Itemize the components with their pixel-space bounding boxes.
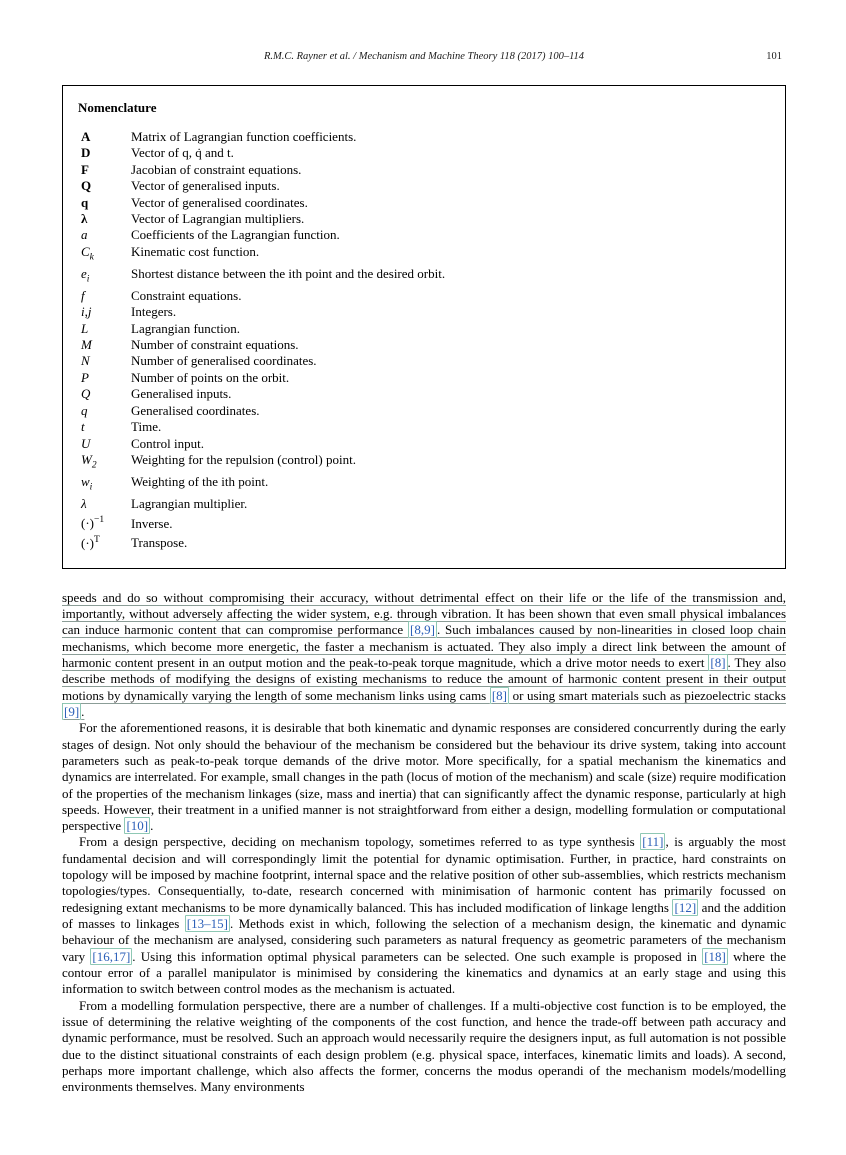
symbol-cell: $w_i$ (81, 473, 93, 493)
symbol-cell: a (81, 227, 88, 243)
symbol-cell: λ (81, 495, 87, 511)
symbol-cell: $(\cdot)^T$ (81, 535, 100, 551)
nomenclature-entry (81, 337, 445, 353)
paragraph: From a design perspective, deciding on mechanism topology, sometimes referred to as type synthesis [11] , is arguably the most fundamental decision and will correspondingly limit the potential for dynamic optimisation. Further, in practice, hard constraints on topology will be imposed by machine footprint, internal space and the relative position of other sub-assemblies, which restricts mechanism topologies/types. Consequentially, to-date, research concerned with minimisation of harmonic content has primarily focussed on redesigning extant mechanisms to be more dynamically balanced. This has included modification of linkage lengths [12] and the addition of masses to linkages [13–15] . Methods exist in which, following the selection of a mechanism design, the kinematic and dynamic behaviour of the mechanism are analysed, considering such parameters as natural frequency as geometric parameters of the mechanism vary [16,17] . Using this information optimal physical parameters can be selected. One such example is proposed in [18] where the contour error of a parallel manipulator is minimised by considering the kinematics and dynamics at an early stage and using this information to switch between control modes as the mechanism is actuated. (62, 834, 787, 997)
article-body (62, 590, 786, 1096)
symbol-cell: F (81, 161, 89, 177)
definition-cell: Vector of Lagrangian multipliers. (131, 211, 305, 227)
nomenclature-entry (81, 195, 445, 211)
citation-link[interactable]: [13–15] (186, 916, 228, 932)
symbol-cell: A (81, 129, 91, 144)
symbol-cell: $(\cdot)^{-1}$ (81, 515, 105, 531)
nomenclature-entry (81, 145, 445, 161)
symbol-cell: i,j (81, 304, 92, 320)
page-content (62, 0, 786, 1095)
definition-cell: Integers. (131, 304, 177, 320)
nomenclature-entry (81, 162, 445, 178)
symbol-cell: D (81, 145, 91, 161)
paragraph: For the aforementioned reasons, it is desirable that both kinematic and dynamic responses are considered concurrently during the early stages of design. Not only should the behaviour of the mechanism be considered but the behaviour its drive system, taking into account parameters such as peak-to-peak torque demands of the drive motor. More specifically, for a spatial mechanism the kinematics and dynamics are interrelated. For example, small changes in the path (locus of motion of the mechanism) and scale (size) require modification of the properties of the mechanism linkages (size, mass and inertia) that can significantly affect the dynamic response, particularly at high speeds. However, their treatment in a unified manner is not straightforward from either a design, modelling formulation or computational perspective [10] . (62, 720, 786, 834)
definition-cell: Inverse. (131, 515, 173, 531)
symbol-cell: f (81, 287, 85, 303)
definition-cell: Generalised inputs. (131, 386, 232, 402)
citation-link[interactable]: [16,17] (92, 948, 131, 964)
symbol-cell: Q (81, 386, 91, 402)
citation-link[interactable]: [8] (710, 655, 726, 671)
symbol-cell: $C_k$ (81, 243, 94, 263)
citation-link[interactable]: [9] (64, 703, 80, 719)
symbol-cell: $W_2$ (81, 451, 97, 471)
nomenclature-entry (81, 419, 445, 435)
definition-cell: Control input. (131, 435, 204, 451)
nomenclature-entry (81, 129, 445, 145)
symbol-cell: q (81, 194, 89, 210)
definition-cell: Generalised coordinates. (131, 402, 260, 418)
nomenclature-table (81, 129, 445, 552)
symbol-cell: q (81, 402, 88, 418)
definition-cell: Weighting for the repulsion (control) point. (131, 451, 356, 467)
nomenclature-entry (81, 211, 445, 227)
definition-cell: Coefficients of the Lagrangian function. (131, 227, 340, 243)
definition-cell: Kinematic cost function. (131, 243, 260, 259)
definition-cell: Transpose. (131, 535, 188, 551)
symbol-cell: $e_i$ (81, 265, 90, 285)
nomenclature-entry (81, 304, 445, 320)
symbol-cell: Q (81, 178, 92, 194)
paragraph: From a modelling formulation perspective, there are a number of challenges. If a multi-objective cost function is to be employed, the issue of determining the relative weighting of the components of the cost function, and hence the trade-off between path accuracy and dynamic performance, must be resolved. Such an approach would necessarily require the designers input, as full automation is not possible due to the distinct situational constraints of each design problem (e.g. physical space, interfaces, kinematic limits and loads). A second, perhaps more important challenge, which also affects the former, concerns the modus operandi of the mechanism models/modelling environments themselves. Many environments (62, 997, 786, 1095)
paragraph: speeds and do so without compromising their accuracy, without detrimental effect on their life or the life of the transmission and, importantly, without adversely affecting the wider system, e.g. through vibration. It has been shown that even small physical imbalances can induce harmonic content that can compromise performance [8,9] . Such imbalances caused by non-linearities in closed loop chain mechanisms, which become more energetic, the faster a mechanism is actuated. They also imply a direct link between the amount of harmonic content present in an output motion and the peak-to-peak torque magnitude, which a drive motor needs to exert [8] . They also describe methods of modifying the designs of existing mechanisms to reduce the amount of harmonic content present in their output motions by dynamically varying the length of some mechanism links using cams [8] or using smart materials such as piezoelectric stacks [9] . (62, 589, 787, 719)
nomenclature-entry (81, 370, 445, 386)
running-header (62, 0, 786, 62)
definition-cell: Lagrangian multiplier. (131, 495, 248, 511)
definition-cell: Time. (131, 419, 162, 435)
definition-cell: Shortest distance between the ith point and the desired orbit. (131, 265, 446, 281)
symbol-cell: N (81, 353, 90, 369)
nomenclature-entry (81, 474, 445, 496)
symbol-cell: L (81, 320, 89, 336)
page-number: 101 (766, 51, 782, 62)
symbol-cell: λ (81, 211, 88, 227)
symbol-cell: t (81, 419, 85, 435)
symbol-cell: U (81, 435, 91, 451)
nomenclature-entry (81, 512, 445, 532)
definition-cell: Number of generalised coordinates. (131, 353, 317, 369)
nomenclature-entry (81, 266, 445, 288)
definition-cell: Jacobian of constraint equations. (131, 161, 302, 177)
nomenclature-entry (81, 532, 445, 552)
citation-link[interactable]: [11] (642, 834, 664, 850)
nomenclature-entry (81, 178, 445, 194)
nomenclature-entry (81, 386, 445, 402)
citation-link[interactable]: [12] (674, 899, 697, 915)
nomenclature-entry (81, 288, 445, 304)
running-head-citation: R.M.C. Rayner et al. / Mechanism and Machine Theory 118 (2017) 100–114 (263, 51, 585, 62)
nomenclature-entry (81, 496, 445, 512)
nomenclature-entry (81, 452, 445, 474)
nomenclature-entry (81, 436, 445, 452)
nomenclature-entry (81, 403, 445, 419)
definition-cell: Vector of generalised inputs. (131, 178, 280, 194)
nomenclature-entry (81, 321, 445, 337)
nomenclature-entry (81, 244, 445, 266)
definition-cell: Matrix of Lagrangian function coefficients. (131, 129, 357, 144)
citation-link[interactable]: [18] (704, 948, 726, 964)
definition-cell: Weighting of the ith point. (131, 473, 269, 489)
definition-cell: Number of points on the orbit. (131, 369, 290, 385)
nomenclature-entry (81, 227, 445, 243)
definition-cell: Number of constraint equations. (131, 337, 299, 353)
symbol-cell: P (81, 369, 89, 385)
nomenclature-box (62, 85, 786, 569)
nomenclature-title: Nomenclature (78, 100, 157, 115)
definition-cell: Lagrangian function. (131, 320, 241, 336)
citation-link[interactable]: [8] (491, 687, 507, 703)
citation-link[interactable]: [10] (126, 818, 149, 834)
definition-cell: Vector of q, q̇ and t. (131, 145, 234, 161)
symbol-cell: M (81, 337, 92, 353)
nomenclature-entry (81, 353, 445, 369)
definition-cell: Vector of generalised coordinates. (131, 194, 308, 210)
definition-cell: Constraint equations. (131, 287, 242, 303)
citation-link[interactable]: [8,9] (410, 622, 435, 638)
